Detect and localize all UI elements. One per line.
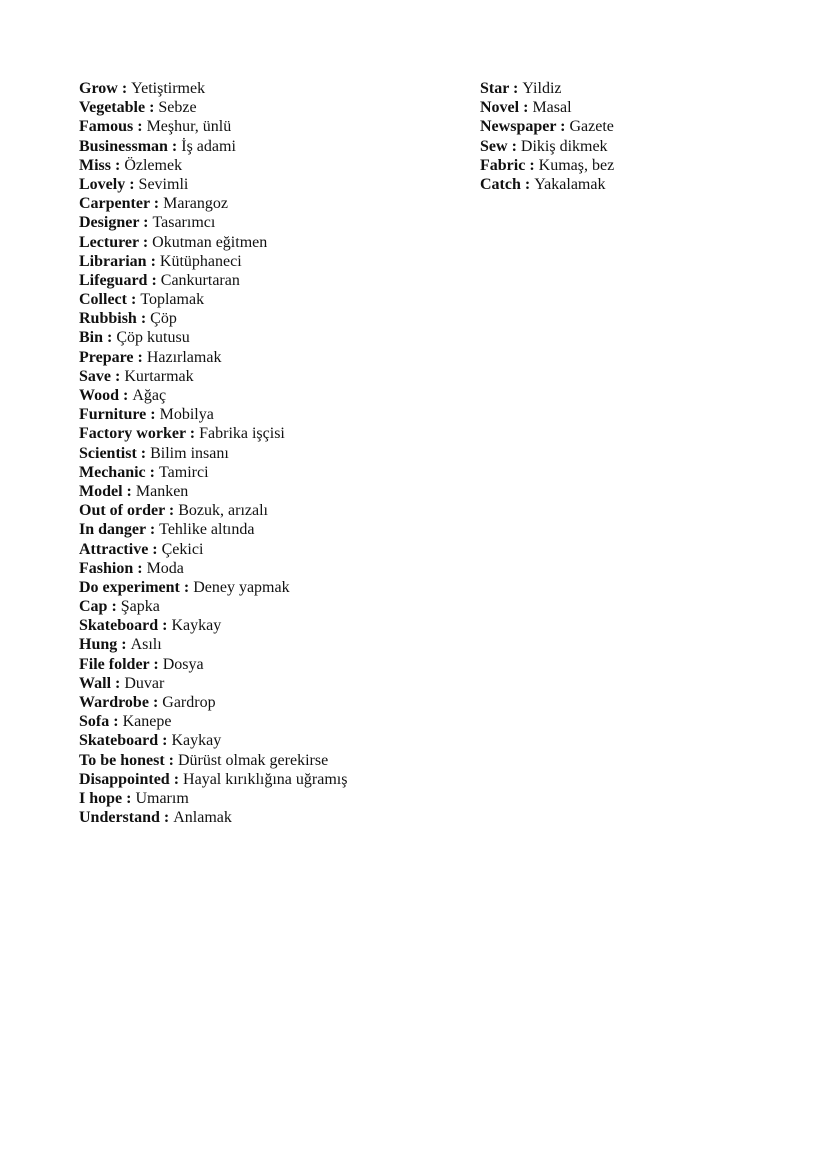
vocab-entry [79,693,459,712]
vocab-entry [79,405,459,424]
vocab-separator: : [145,99,159,117]
vocab-meaning: Gardrop [162,694,216,711]
vocab-separator: : [133,348,147,366]
vocab-meaning: Duvar [124,674,165,692]
vocab-meaning: Moda [146,559,184,577]
vocab-term: Collect [79,291,127,309]
vocab-separator: : [146,406,160,424]
vocab-meaning: Çekici [161,540,204,558]
vocab-term: I hope [79,789,123,807]
vocab-term: File folder [79,655,150,673]
vocab-term: Sofa [79,713,110,731]
vocab-separator: : [507,137,521,155]
vocab-meaning: Dürüst olmak gerekirse [177,751,329,769]
vocab-entry [79,808,459,827]
vocabulary-list-left [79,79,459,827]
vocab-term: Do experiment [79,578,180,596]
vocab-term: Sew [480,137,508,155]
vocab-term: Miss [79,156,111,174]
vocab-meaning: Kütüphaneci [159,252,242,270]
vocab-separator: : [111,674,125,692]
vocab-separator: : [520,175,535,193]
vocab-meaning: İş adami [181,137,236,155]
vocab-meaning: Umarım [135,789,189,807]
vocab-term: Cap [79,598,108,616]
vocab-separator: : [139,214,153,232]
vocab-separator: : [117,80,132,97]
vocab-entry [79,137,459,156]
vocab-term: Catch [480,175,521,193]
vocab-separator: : [119,387,133,404]
vocab-separator: : [509,80,523,97]
vocab-meaning: Bozuk, arızalı [178,502,268,520]
vocab-term: Lovely [79,175,126,193]
vocab-separator: : [556,118,570,136]
vocab-entry [79,520,459,539]
vocab-entry [79,635,459,654]
vocab-separator: : [136,444,151,462]
vocab-term: Carpenter [79,195,150,213]
vocab-separator: : [158,732,172,750]
vocab-meaning: Sevimli [138,175,189,193]
vocab-meaning: Gazete [569,118,614,136]
vocab-meaning: Okutman eğitmen [152,233,268,251]
vocab-meaning: Bilim insanı [150,444,229,462]
vocab-meaning: Yakalamak [534,175,606,193]
vocab-term: Wall [79,674,112,692]
vocab-meaning: Marangoz [163,195,228,213]
vocab-entry [79,79,459,98]
vocab-term: Wood [79,387,120,404]
vocab-meaning: Tehlike altında [159,521,255,539]
vocab-entry [79,770,459,789]
vocab-entry [79,674,459,693]
vocab-entry [79,655,459,674]
vocab-meaning: Özlemek [124,156,183,174]
vocab-entry [79,367,459,386]
vocab-meaning: Yildiz [522,80,562,97]
vocab-term: To be honest [79,751,165,769]
vocab-entry [79,444,459,463]
vocab-entry [79,252,459,271]
vocab-separator: : [169,770,184,788]
vocab-meaning: Ağaç [132,387,167,404]
vocab-term: Skateboard [79,617,159,635]
vocab-entry [480,156,780,175]
vocab-entry [79,616,459,635]
vocab-term: Newspaper [480,118,557,136]
vocab-entry [480,175,780,194]
vocab-entry [79,328,459,347]
vocab-meaning: Cankurtaran [160,271,240,289]
vocab-meaning: Yetiştirmek [131,80,206,97]
vocab-separator: : [125,175,139,193]
vocab-separator: : [185,425,200,443]
vocab-meaning: Tamirci [158,463,209,481]
vocab-meaning: Mobilya [159,406,214,424]
vocab-separator: : [107,598,121,616]
vocab-separator: : [146,252,160,270]
vocab-entry [79,156,459,175]
vocab-term: Attractive [79,540,149,558]
vocab-separator: : [519,99,533,117]
vocab-separator: : [133,118,147,136]
vocab-entry [79,348,459,367]
vocab-term: Mechanic [79,463,146,481]
vocab-separator: : [133,559,147,577]
vocab-separator: : [136,310,151,328]
vocab-term: In danger [79,521,146,539]
vocab-separator: : [145,521,160,539]
vocab-term: Scientist [79,444,137,462]
vocab-meaning: Sebze [158,99,197,117]
vocab-meaning: Kumaş, bez [538,156,615,174]
vocab-meaning: Anlamak [173,809,232,827]
vocab-term: Fabric [480,156,526,174]
vocab-term: Vegetable [79,99,146,117]
vocab-entry [79,559,459,578]
vocab-term: Rubbish [79,310,137,328]
vocab-meaning: Kaykay [171,617,222,635]
vocab-term: Novel [480,99,520,117]
vocab-separator: : [148,540,162,558]
vocab-separator: : [158,617,172,635]
vocab-term: Out of order [79,502,165,520]
vocab-separator: : [145,463,159,481]
vocab-separator: : [147,271,161,289]
vocab-entry [79,233,459,252]
vocab-separator: : [111,156,125,174]
vocab-meaning: Tasarımcı [152,214,216,232]
vocab-term: Bin [79,329,104,347]
vocab-separator: : [126,291,141,309]
vocab-entry [480,98,780,117]
vocab-separator: : [117,636,131,654]
vocab-entry [79,309,459,328]
vocab-meaning: Hazırlamak [146,348,222,366]
vocab-term: Lifeguard [79,271,148,289]
vocab-entry [79,597,459,616]
vocab-entry [79,501,459,520]
vocab-meaning: Hayal kırıklığına uğramış [183,770,348,788]
vocab-meaning: Çöp kutusu [116,329,190,347]
vocab-entry [79,578,459,597]
vocab-separator: : [167,137,182,155]
vocab-term: Disappointed [79,770,170,788]
vocab-entry [79,712,459,731]
vocab-entry [79,271,459,290]
vocab-entry [79,213,459,232]
vocab-term: Lecturer [79,233,139,251]
vocab-meaning: Kanepe [122,713,172,731]
vocab-entry [79,175,459,194]
vocab-entry [480,79,780,98]
vocab-entry [480,137,780,156]
vocab-separator: : [159,809,174,827]
vocab-entry [480,117,780,136]
vocab-entry [79,482,459,501]
vocab-meaning: Kaykay [171,732,222,750]
vocab-meaning: Dikiş dikmek [520,137,608,155]
vocab-meaning: Masal [532,99,572,117]
vocab-term: Save [79,367,111,385]
vocab-term: Designer [79,214,140,232]
vocab-entry [79,194,459,213]
vocab-meaning: Kurtarmak [124,367,194,385]
vocab-separator: : [122,482,136,500]
vocab-entry [79,386,459,405]
vocab-separator: : [179,578,194,596]
vocab-term: Understand [79,809,160,827]
vocab-term: Librarian [79,252,147,270]
vocab-separator: : [138,233,153,251]
vocab-term: Fashion [79,559,134,577]
vocab-term: Wardrobe [79,694,149,711]
vocab-entry [79,789,459,808]
vocab-meaning: Toplamak [140,291,205,309]
vocab-entry [79,463,459,482]
vocab-meaning: Manken [135,482,189,500]
vocab-meaning: Meşhur, ünlü [146,118,232,136]
vocab-meaning: Asılı [130,636,162,654]
vocab-separator: : [103,329,117,347]
vocab-separator: : [122,789,136,807]
vocab-meaning: Çöp [150,310,177,328]
vocab-separator: : [164,502,179,520]
vocab-entry [79,98,459,117]
vocab-term: Grow [79,80,118,97]
vocab-term: Star [480,80,510,97]
vocab-term: Prepare [79,348,134,366]
vocab-entry [79,424,459,443]
vocab-entry [79,731,459,750]
vocab-separator: : [525,156,539,174]
vocab-term: Skateboard [79,732,159,750]
vocab-separator: : [164,751,178,769]
vocab-entry [79,117,459,136]
vocabulary-list-right [480,79,780,194]
vocab-separator: : [149,195,164,213]
vocab-meaning: Deney yapmak [193,578,290,596]
vocab-meaning: Şapka [120,598,160,616]
vocab-separator: : [148,694,163,711]
vocab-meaning: Fabrika işçisi [199,425,285,443]
vocab-entry [79,751,459,770]
vocab-entry [79,540,459,559]
vocab-term: Hung [79,636,118,654]
vocab-term: Famous [79,118,134,136]
vocab-separator: : [109,713,123,731]
vocab-entry [79,290,459,309]
vocab-term: Factory worker [79,425,186,443]
vocab-separator: : [149,655,163,673]
vocab-separator: : [111,367,125,385]
vocab-term: Model [79,482,123,500]
vocab-meaning: Dosya [162,655,204,673]
vocab-term: Furniture [79,406,147,424]
vocab-term: Businessman [79,137,168,155]
